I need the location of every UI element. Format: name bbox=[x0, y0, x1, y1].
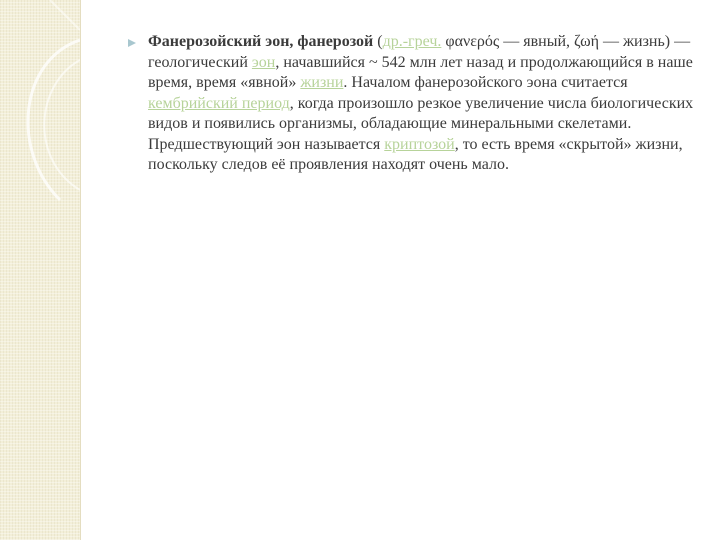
text-biological-diversity: , когда произошло резкое увеличение числа биологических видов и появились организмы, обладающие минеральными скелетами. Предшествующий эон называется bbox=[148, 94, 694, 153]
link-ancient-greek[interactable]: др.-греч. bbox=[382, 33, 442, 50]
link-life[interactable]: жизни bbox=[300, 74, 344, 91]
text-hidden-life: , то есть время «скрытой» жизни, поскольку следов её проявления находят очень мало. bbox=[148, 135, 683, 173]
arc-decoration bbox=[0, 0, 80, 540]
link-cryptozoic[interactable]: криптозой bbox=[384, 135, 455, 153]
text-phanerozoic-start: , начавшийся ~ 542 млн лет назад и продолжающийся в наше время, время «явной» bbox=[148, 53, 693, 91]
text-greek-etymology: φανερός — явный, ζωή — жизнь) — геологический bbox=[148, 33, 691, 71]
decorative-side-band bbox=[0, 0, 81, 540]
slide-paragraph bbox=[148, 32, 700, 176]
link-cambrian-period[interactable]: кембрийский период bbox=[148, 94, 290, 112]
bullet-icon bbox=[127, 38, 137, 48]
paren-open: ( bbox=[373, 33, 383, 50]
term-heading: Фанерозойский эон, фанерозой bbox=[148, 33, 374, 50]
text-beginning: . Началом фанерозойского эона считается bbox=[343, 74, 628, 91]
link-eon[interactable]: эон bbox=[251, 53, 276, 71]
